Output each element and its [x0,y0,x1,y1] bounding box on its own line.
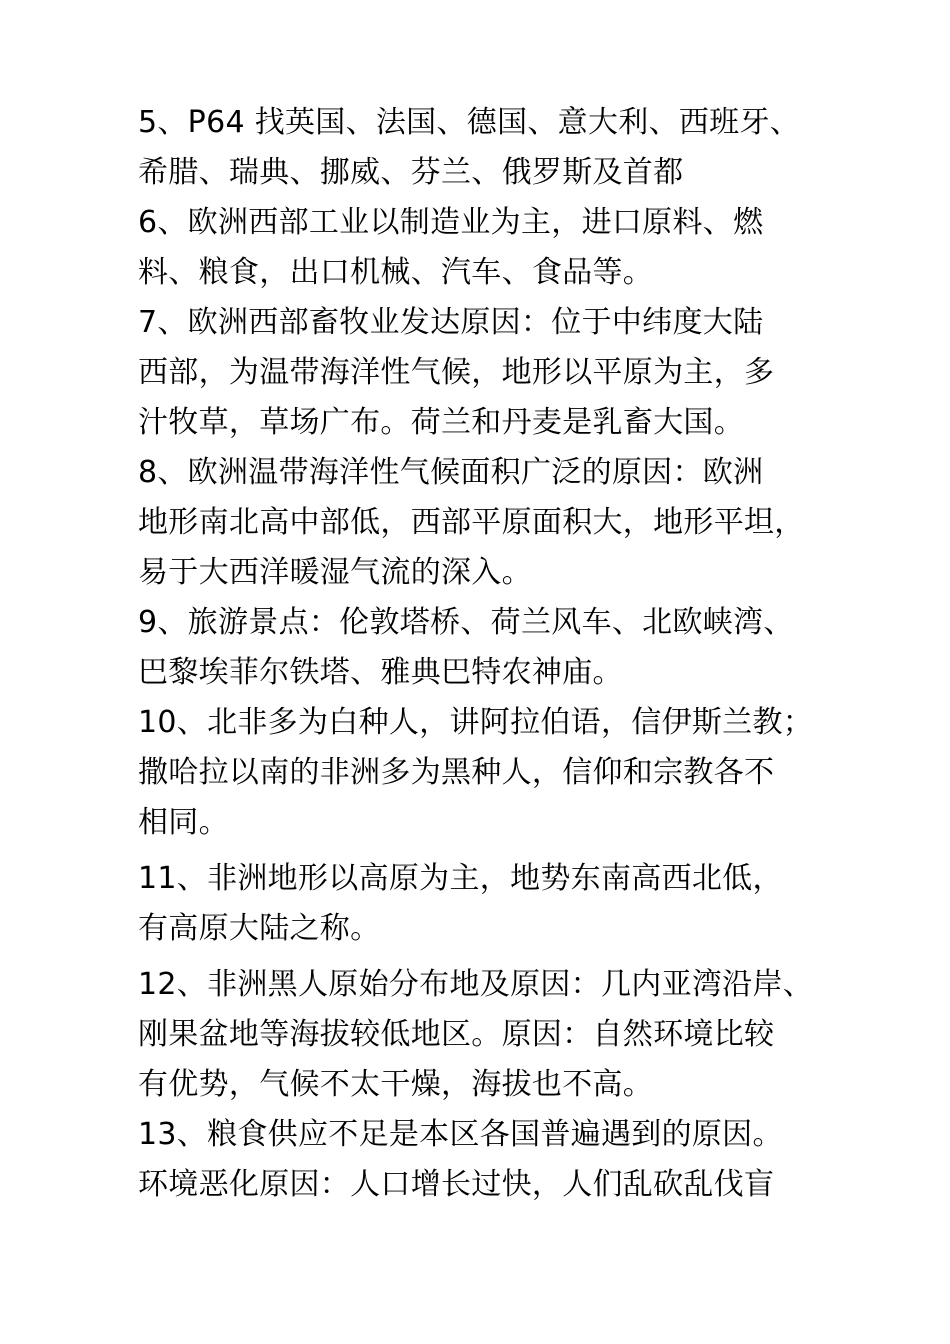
text-line: 相同。 [138,805,229,840]
text-line: 有优势，气候不太干燥，海拔也不高。 [138,1067,654,1102]
document-body [138,98,858,1210]
paragraph-13 [138,1110,858,1210]
text-line: 8、欧洲温带海洋性气候面积广泛的原因：欧洲 [138,455,764,490]
paragraph-11 [138,854,858,954]
paragraph-5 [138,98,858,198]
text-line: 撒哈拉以南的非洲多为黑种人，信仰和宗教各不 [138,755,775,790]
text-line: 汁牧草，草场广布。荷兰和丹麦是乳畜大国。 [138,405,744,440]
text-line: 易于大西洋暖湿气流的深入。 [138,555,532,590]
paragraph-6 [138,198,858,298]
text-line: 巴黎埃菲尔铁塔、雅典巴特农神庙。 [138,655,623,690]
text-line: 9、旅游景点：伦敦塔桥、荷兰风车、北欧峡湾、 [138,605,794,640]
text-line: 环境恶化原因：人口增长过快，人们乱砍乱伐盲 [138,1167,775,1202]
paragraph-8 [138,448,858,598]
text-line: 希腊、瑞典、挪威、芬兰、俄罗斯及首都 [138,155,684,190]
text-line: 11、非洲地形以高原为主，地势东南高西北低， [138,861,783,896]
text-line: 13、粮食供应不足是本区各国普遍遇到的原因。 [138,1117,783,1152]
paragraph-9 [138,598,858,698]
text-line: 7、欧洲西部畜牧业发达原因：位于中纬度大陆 [138,305,764,340]
paragraph-7 [138,298,858,448]
paragraph-10 [138,698,858,848]
text-line: 有高原大陆之称。 [138,911,381,946]
text-line: 10、北非多为白种人，讲阿拉伯语，信伊斯兰教； [138,705,814,740]
text-line: 料、粮食，出口机械、汽车、食品等。 [138,255,654,290]
text-line: 5、P64 找英国、法国、德国、意大利、西班牙、 [138,105,801,140]
text-line: 12、非洲黑人原始分布地及原因：几内亚湾沿岸、 [138,967,814,1002]
text-line: 刚果盆地等海拔较低地区。原因：自然环境比较 [138,1017,775,1052]
paragraph-12 [138,960,858,1110]
text-line: 地形南北高中部低，西部平原面积大，地形平坦， [138,505,805,540]
text-line: 6、欧洲西部工业以制造业为主，进口原料、燃 [138,205,764,240]
text-line: 西部，为温带海洋性气候，地形以平原为主，多 [138,355,775,390]
